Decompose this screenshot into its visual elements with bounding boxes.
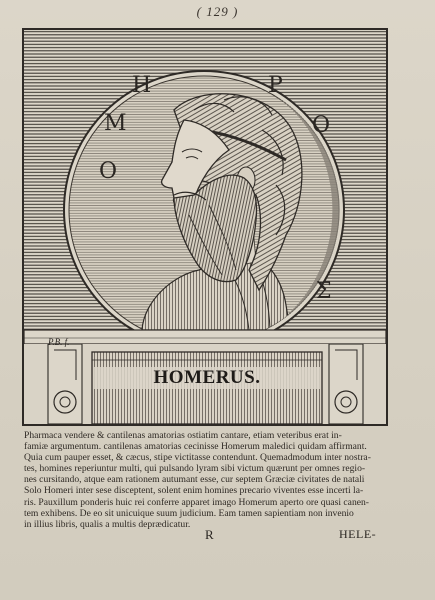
text-line: Solo Homeri inter sese disceptent, solent enim homines precario viventes esse incerti la- [24,485,364,497]
signature-mark: R [205,527,214,542]
engraved-plate [22,28,388,426]
medallion-letter: Μ [104,111,127,136]
medallion-letter: Ρ [268,73,283,98]
medallion-letter: Η [132,73,152,98]
engraving-illustration [24,30,386,424]
page-number: ( 129 ) [196,4,239,19]
text-line: tes, homines reperiuntur multi, qui pulsando lyram sibi victum quærunt per omnes regio- [24,463,366,475]
catchword: HELE- [339,527,377,541]
text-line: in illius libris, qualis a multis deprædicatur. [24,518,191,530]
text-line: Pharmaca vendere & cantilenas amatorias ostiatim cantare, etiam veteribus erat in- [24,430,342,441]
medallion-letter: Σ [316,279,332,304]
text-line: ris. Pauxillum ponderis huic rei conferre apparet imago Homerum aperto ore quasi canen- [24,496,369,508]
engraver-signature: P.B. f. [48,337,70,347]
text-line: nes cursitando, atque eam rationem autumant esse, cur septem Græciæ civitates de natali [24,474,365,486]
body-text [24,430,412,530]
text-line: famiæ argumentum. cantilenas amatorias cecinisse Homerum maledici quidam affirmant. [24,441,367,453]
medallion-letter: Ο [312,113,331,138]
text-line: Quia cum pauper esset, & cæcus, stipe victitasse contendunt. Quemadmodum inter nostra- [24,452,371,464]
medallion-letter: Ο [99,159,118,184]
plaque-name: HOMERUS. [94,367,320,389]
text-line: tem exhibens. De eo sit unicuique suum judicium. Eam tamen sapientiam non invenio [24,507,354,519]
